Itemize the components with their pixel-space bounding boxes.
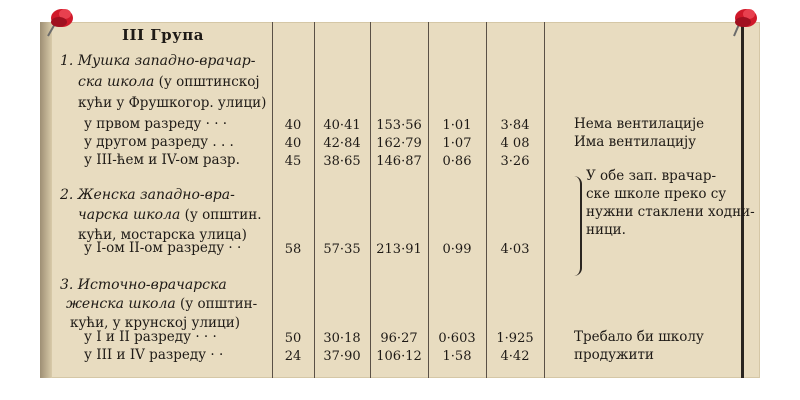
cell-value: 58	[284, 242, 302, 257]
remark-both-schools-line: ске школе преко су	[586, 186, 727, 202]
cell-value: 3·26	[500, 154, 530, 169]
row-label: у III и IV разреду · ·	[84, 347, 224, 363]
cell-value: 38·65	[323, 154, 361, 169]
cell-value: 96·27	[380, 331, 418, 346]
cell-value: 162·79	[376, 136, 422, 151]
section-heading-line: кући, у крунској улици)	[70, 315, 240, 331]
cell-value: 213·91	[376, 242, 422, 257]
cell-value: 57·35	[323, 242, 361, 257]
remark-both-schools-line: ници.	[586, 222, 626, 238]
document-page	[40, 22, 760, 378]
section-heading-line: чарска школа (у општин.	[78, 207, 262, 223]
cell-value: 1·925	[496, 331, 534, 346]
column-rule	[428, 22, 429, 378]
cell-value: 1·01	[442, 118, 472, 133]
cell-value: 40·41	[323, 118, 361, 133]
section-heading-line: ска школа (у општинској	[78, 74, 260, 90]
cell-value: 0·86	[442, 154, 472, 169]
cell-value: 4·03	[500, 242, 530, 257]
page-edge-shadow	[40, 22, 52, 378]
cell-value: 153·56	[376, 118, 422, 133]
row-label: у I-ом II-ом разреду · ·	[84, 240, 242, 256]
cell-value: 0·99	[442, 242, 472, 257]
cell-value: 0·603	[438, 331, 476, 346]
remark-extend-school-line: продужити	[574, 347, 654, 363]
section-heading-line: 2. Женска западно-вра-	[60, 187, 235, 203]
row-label: у I и II разреду · · ·	[84, 329, 217, 345]
column-rule	[486, 22, 487, 378]
right-border-rule	[741, 22, 744, 378]
cell-value: 42·84	[323, 136, 361, 151]
section-heading-line: 3. Источно-врачарска	[60, 277, 227, 293]
cell-value: 37·90	[323, 349, 361, 364]
cell-value: 1·07	[442, 136, 472, 151]
cell-value: 146·87	[376, 154, 422, 169]
section-heading-line: женска школа (у општин-	[66, 296, 258, 312]
remark-extend-school-line: Требало би школу	[574, 329, 704, 345]
section-heading-line: кући у Фрушкогор. улици)	[78, 95, 267, 111]
cell-value: 4·42	[500, 349, 530, 364]
cell-value: 50	[284, 331, 302, 346]
cell-value: 1·58	[442, 349, 472, 364]
remark-has-ventilation: Има вентилацију	[574, 134, 697, 150]
cell-value: 24	[284, 349, 302, 364]
cell-value: 40	[284, 118, 302, 133]
remark-both-schools-line: У обе зап. врачар-	[586, 168, 717, 184]
row-label: у првом разреду · · ·	[84, 116, 228, 132]
section-heading-line: кући, мостарска улица)	[78, 227, 247, 243]
cell-value: 30·18	[323, 331, 361, 346]
remark-both-schools-line: нужни стаклени ходни-	[586, 204, 755, 220]
column-rule	[314, 22, 315, 378]
row-label: у другом разреду . . .	[84, 134, 234, 150]
column-rule	[272, 22, 273, 378]
cell-value: 3·84	[500, 118, 530, 133]
row-label: у III-ћем и IV-ом разр.	[84, 152, 240, 168]
pushpin-icon	[42, 4, 78, 40]
cell-value: 40	[284, 136, 302, 151]
brace-bracket	[572, 176, 582, 276]
remark-no-ventilation: Нема вентилације	[574, 116, 705, 132]
section-heading-line: 1. Мушка западно-врачар-	[60, 53, 256, 69]
column-rule	[370, 22, 371, 378]
cell-value: 45	[284, 154, 302, 169]
group-title: III Група	[122, 26, 204, 44]
column-rule	[544, 22, 545, 378]
cell-value: 4 08	[500, 136, 530, 151]
cell-value: 106·12	[376, 349, 422, 364]
pushpin-icon	[726, 4, 762, 40]
